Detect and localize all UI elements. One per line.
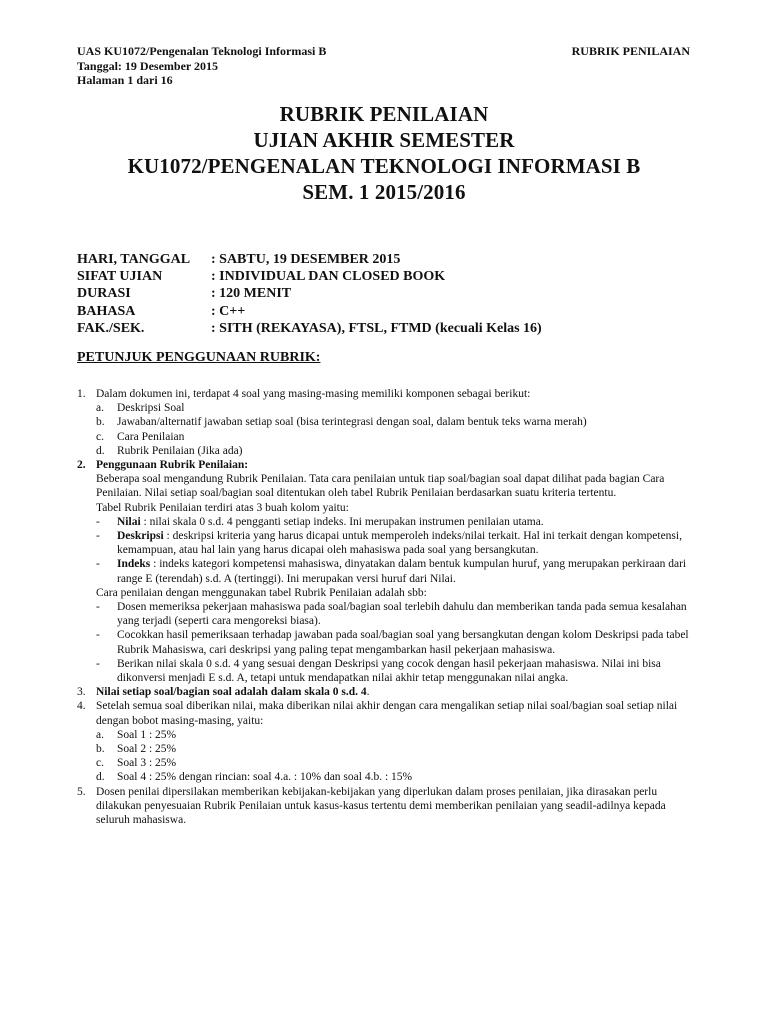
- column-definition: - Nilai : nilai skala 0 s.d. 4 pengganti setiap indeks. Ini merupakan instrumen penilaian utama.: [96, 515, 544, 528]
- running-header: [77, 44, 326, 88]
- weight-item: a. Soal 1 : 25%: [96, 728, 177, 741]
- info-value: : C++: [211, 303, 246, 319]
- info-value: : 120 MENIT: [211, 286, 292, 302]
- info-key: DURASI: [77, 286, 131, 302]
- page-number-line: Halaman 1 dari 16: [77, 73, 173, 87]
- instructions-list: [77, 387, 697, 827]
- list-item: [77, 387, 697, 458]
- item-text: Dosen penilai dipersilakan memberikan kebijakan-kebijakan yang diperlukan dalam proses penilaian, jika dirasakan perlu dilakukan penyesuaian Rubrik Penilaian untuk kasus-kasus tertentu demi memberikan penilaian yang seadil-adilnya kepada seluruh mahasiswa.: [96, 785, 666, 827]
- title-line-4: SEM. 1 2015/2016: [302, 180, 466, 204]
- info-key: BAHASA: [77, 303, 136, 319]
- column-definition: - Deskripsi : deskripsi kriteria yang harus dicapai untuk memperoleh indeks/nilai terkait. Hal ini terkait dengan kompetensi, kemampuan, atau hal lain yang harus dicapai oleh mahasiswa pada soal yang bersangkutan.: [96, 530, 682, 557]
- weight-item: d. Soal 4 : 25% dengan rincian: soal 4.a. : 10% dan soal 4.b. : 15%: [96, 771, 413, 784]
- info-row-type: [77, 268, 542, 285]
- title-line-1: RUBRIK PENILAIAN: [279, 102, 489, 126]
- info-row-language: [77, 303, 542, 320]
- item-text: Dalam dokumen ini, terdapat 4 soal yang masing-masing memiliki komponen sebagai berikut:: [96, 388, 531, 400]
- item-paragraph: Beberapa soal mengandung Rubrik Penilaian. Tata cara penilaian untuk tiap soal/bagian soal dapat dilihat pada bagian Cara Penilaian. Nilai setiap soal/bagian soal ditentukan oleh tabel Rubrik Penilaian berdasarkan suatu kriteria tertentu.: [96, 473, 665, 500]
- sub-item: c. Cara Penilaian: [96, 430, 185, 443]
- sub-item: a. Deskripsi Soal: [96, 402, 185, 415]
- title-line-3: KU1072/PENGENALAN TEKNOLOGI INFORMASI B: [127, 154, 641, 178]
- date-line: Tanggal: 19 Desember 2015: [77, 58, 218, 73]
- item-text: Nilai setiap soal/bagian soal adalah dalam skala 0 s.d. 4: [96, 686, 367, 699]
- grading-step: - Berikan nilai skala 0 s.d. 4 yang sesuai dengan Deskripsi yang cocok dengan hasil pekerjaan mahasiswa. Nilai ini bisa dikonversi menjadi E s.d. A, tetapi untuk mendapatkan nilai akhir tetap menggunakan nilai angka.: [96, 657, 661, 685]
- document-title: [0, 101, 768, 205]
- grading-step: - Dosen memeriksa pekerjaan mahasiswa pada soal/bagian soal terlebih dahulu dan memberikan tanda pada semua kesalahan yang terjadi (seperti cara mengoreksi biasa).: [96, 601, 687, 628]
- item-paragraph: Tabel Rubrik Penilaian terdiri atas 3 buah kolom yaitu:: [96, 501, 349, 514]
- item-number: 5.: [77, 785, 86, 798]
- info-row-duration: [77, 285, 542, 302]
- weight-item: c. Soal 3 : 25%: [96, 757, 177, 770]
- course-line: UAS KU1072/Pengenalan Teknologi Informasi B: [77, 44, 327, 58]
- weight-item: b. Soal 2 : 25%: [96, 743, 177, 756]
- item-number: 2.: [77, 459, 86, 472]
- list-item: [77, 699, 697, 784]
- item-number: 4.: [77, 700, 86, 713]
- info-row-faculty: [77, 320, 542, 337]
- header-doc-type: RUBRIK PENILAIAN: [571, 44, 690, 58]
- grading-step: - Cocokkan hasil pemeriksaan terhadap jawaban pada soal/bagian soal yang bersangkutan dengan kolom Deskripsi pada tabel Rubrik Mahasiswa, cari deskripsi yang paling tepat mengambarkan hasil pekerjaan mahasiswa.: [96, 629, 689, 656]
- info-key: SIFAT UJIAN: [77, 269, 163, 285]
- section-heading: PETUNJUK PENGGUNAAN RUBRIK:: [77, 350, 321, 365]
- column-definition: - Indeks : indeks kategori kompetensi mahasiswa, dinyatakan dalam bentuk kumpulan huruf, yang merupakan perkiraan dari range E (terendah) s.d. A (tertinggi). Ini merupakan versi huruf dari Nilai.: [96, 558, 687, 585]
- item-number: 3.: [77, 686, 86, 699]
- info-value: : SITH (REKAYASA), FTSL, FTMD (kecuali Kelas 16): [211, 320, 542, 336]
- sub-item: d. Rubrik Penilaian (Jika ada): [96, 444, 243, 457]
- sub-item: b. Jawaban/alternatif jawaban setiap soal (bisa terintegrasi dengan soal, dalam bentuk teks warna merah): [96, 416, 587, 429]
- item-heading: Penggunaan Rubrik Penilaian:: [96, 459, 249, 472]
- list-item: 3. Nilai setiap soal/bagian soal adalah dalam skala 0 s.d. 4.: [77, 686, 370, 699]
- info-value: : SABTU, 19 DESEMBER 2015: [211, 252, 401, 267]
- list-item: [77, 785, 697, 828]
- info-key: FAK./SEK.: [77, 320, 145, 336]
- item-paragraph: Cara penilaian dengan menggunakan tabel Rubrik Penilaian adalah sbb:: [96, 586, 427, 599]
- exam-info-table: [77, 251, 542, 337]
- item-text: Setelah semua soal diberikan nilai, maka diberikan nilai akhir dengan cara mengalikan setiap nilai soal/bagian soal setiap nilai dengan bobot masing-masing, yaitu:: [96, 700, 678, 727]
- title-line-2: UJIAN AKHIR SEMESTER: [253, 128, 515, 152]
- info-key: HARI, TANGGAL: [77, 252, 191, 267]
- item-number: 1.: [77, 388, 86, 400]
- info-value: : INDIVIDUAL DAN CLOSED BOOK: [211, 269, 446, 285]
- list-item: [77, 458, 697, 685]
- info-row-day: [77, 251, 542, 268]
